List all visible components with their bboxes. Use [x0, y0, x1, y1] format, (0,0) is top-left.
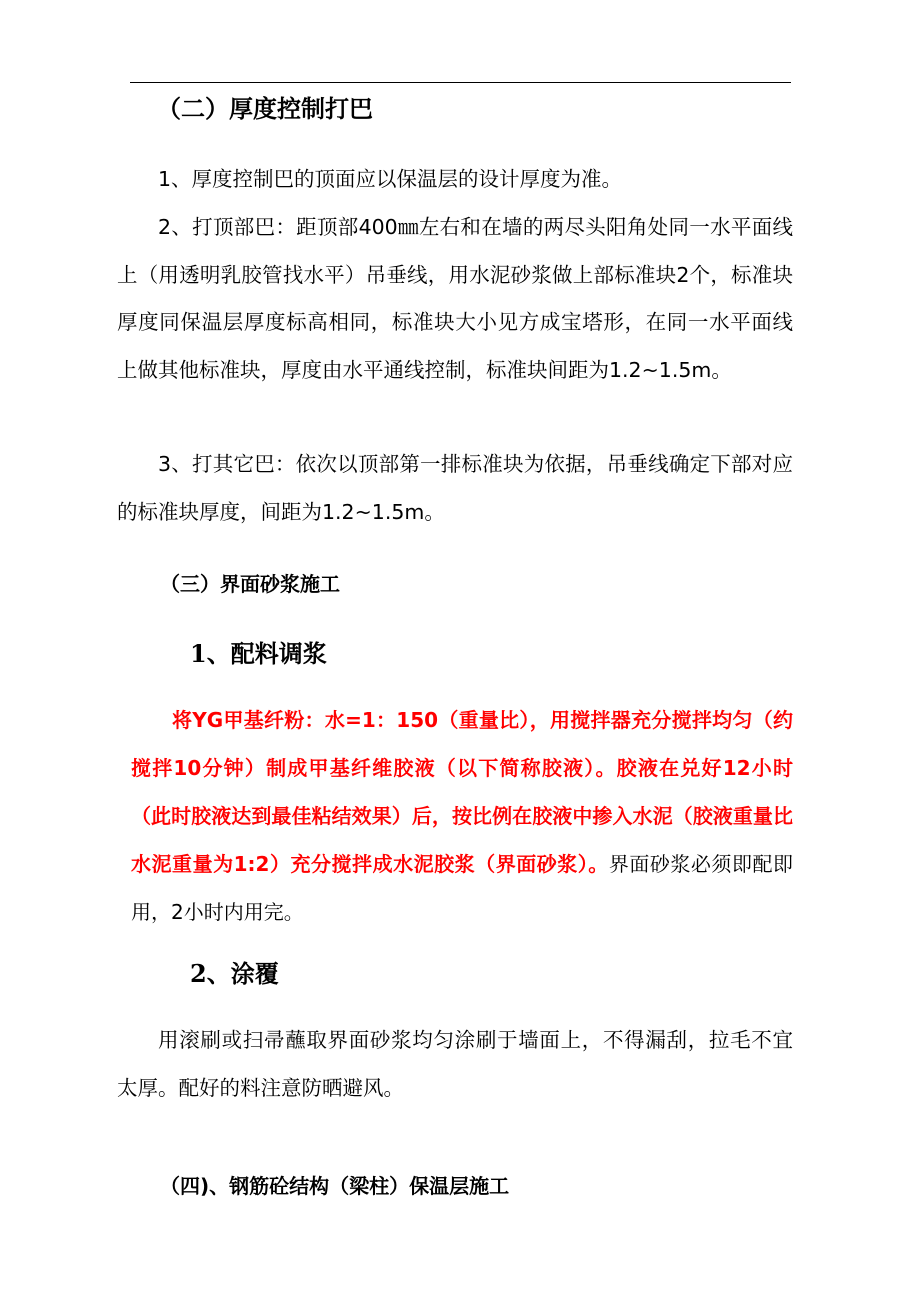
section-title-beam-column: （四)、钢筋砼结构（梁柱）保温层施工 — [160, 1174, 510, 1198]
paragraph-mixing — [131, 696, 793, 936]
paragraph-thickness-2: 2、打顶部巴：距顶部400㎜左右和在墙的两尽头阳角处同一水平面线上（用透明乳胶管找水平）吊垂线，用水泥砂浆做上部标准块2个，标准块厚度同保温层厚度标高相同，标准块大小见方成宝塔形，在同一水平面线上做其他标准块，厚度由水平通线控制，标准块间距为1.2~1.5m。 — [117, 215, 793, 382]
subsection-title-coating: 2、涂覆 — [190, 959, 279, 988]
mixing-normal-text: 界面砂浆必须即配即用，2小时内用完。 — [131, 852, 793, 924]
subsection-title-mixing: 1、配料调浆 — [190, 639, 327, 668]
section-title-thickness: （二）厚度控制打巴 — [157, 95, 373, 123]
mixing-highlight-text: 将YG甲基纤粉：水=1：150（重量比），用搅拌器充分搅拌均匀（约搅拌10分钟）制成甲基纤维胶液（以下简称胶液）。胶液在兑好12小时（此时胶液达到最佳粘结效果）后，按比例在胶液中掺入水泥（胶液重量比水泥重量为1:2）充分搅拌成水泥胶浆（界面砂浆）。 — [131, 708, 793, 876]
paragraph-coating: 用滚刷或扫帚蘸取界面砂浆均匀涂刷于墙面上，不得漏刮，拉毛不宜太厚。配好的料注意防晒避风。 — [117, 1028, 793, 1100]
paragraph-thickness-1: 1、厚度控制巴的顶面应以保温层的设计厚度为准。 — [158, 167, 623, 191]
header-rule — [130, 82, 791, 83]
paragraph-thickness-3: 3、打其它巴：依次以顶部第一排标准块为依据，吊垂线确定下部对应的标准块厚度，间距为1.2~1.5m。 — [117, 452, 793, 524]
section-title-interface: （三）界面砂浆施工 — [160, 572, 340, 596]
